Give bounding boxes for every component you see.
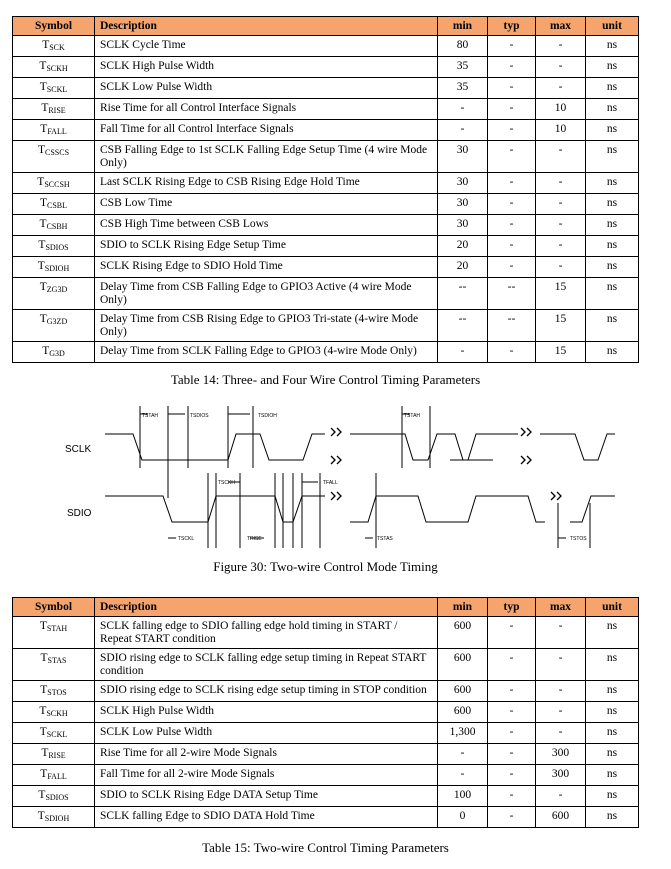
unit-cell: ns bbox=[586, 310, 639, 342]
table-row bbox=[13, 807, 639, 828]
description-cell: SDIO rising edge to SCLK falling edge setup timing in Repeat START condition bbox=[95, 649, 438, 681]
description-cell: SDIO to SCLK Rising Edge DATA Setup Time bbox=[95, 786, 438, 807]
max-cell: - bbox=[536, 723, 586, 744]
max-cell: 15 bbox=[536, 278, 586, 310]
description-cell: SCLK Cycle Time bbox=[95, 36, 438, 57]
col-min: min bbox=[438, 598, 488, 617]
max-cell: - bbox=[536, 236, 586, 257]
symbol-cell: $T_{SDIOH}$ bbox=[13, 257, 95, 278]
description-cell: SCLK High Pulse Width bbox=[95, 57, 438, 78]
table-15 bbox=[12, 597, 639, 828]
unit-cell: ns bbox=[586, 99, 639, 120]
min-cell: 30 bbox=[438, 173, 488, 194]
description-cell: SCLK falling edge to SDIO falling edge hold timing in START / Repeat START condition bbox=[95, 617, 438, 649]
table-14 bbox=[12, 16, 639, 363]
unit-cell: ns bbox=[586, 236, 639, 257]
typ-cell: - bbox=[488, 194, 536, 215]
table-row bbox=[13, 310, 639, 342]
table-row bbox=[13, 78, 639, 99]
unit-cell: ns bbox=[586, 723, 639, 744]
description-cell: SDIO to SCLK Rising Edge Setup Time bbox=[95, 236, 438, 257]
table-row bbox=[13, 194, 639, 215]
description-cell: Fall Time for all 2-wire Mode Signals bbox=[95, 765, 438, 786]
symbol-cell: $T_{STOS}$ bbox=[13, 681, 95, 702]
table-row bbox=[13, 278, 639, 310]
max-cell: - bbox=[536, 649, 586, 681]
unit-cell: ns bbox=[586, 278, 639, 310]
symbol-cell: $T_{FALL}$ bbox=[13, 120, 95, 141]
table-row bbox=[13, 141, 639, 173]
col-description: Description bbox=[95, 17, 438, 36]
symbol-cell: $T_{G3ZD}$ bbox=[13, 310, 95, 342]
min-cell: 20 bbox=[438, 257, 488, 278]
unit-cell: ns bbox=[586, 36, 639, 57]
max-cell: - bbox=[536, 78, 586, 99]
typ-cell: - bbox=[488, 236, 536, 257]
typ-cell: - bbox=[488, 723, 536, 744]
typ-cell: - bbox=[488, 617, 536, 649]
min-cell: 20 bbox=[438, 236, 488, 257]
table-row bbox=[13, 681, 639, 702]
tstas-label: TSTAS bbox=[377, 536, 393, 542]
table-row bbox=[13, 649, 639, 681]
min-cell: 100 bbox=[438, 786, 488, 807]
col-max: max bbox=[536, 598, 586, 617]
symbol-cell: $T_{CSBH}$ bbox=[13, 215, 95, 236]
unit-cell: ns bbox=[586, 765, 639, 786]
tstah-label: TSTAH bbox=[142, 413, 159, 419]
typ-cell: - bbox=[488, 765, 536, 786]
unit-cell: ns bbox=[586, 257, 639, 278]
typ-cell: -- bbox=[488, 310, 536, 342]
unit-cell: ns bbox=[586, 681, 639, 702]
typ-cell: - bbox=[488, 36, 536, 57]
table-row bbox=[13, 765, 639, 786]
unit-cell: ns bbox=[586, 702, 639, 723]
min-cell: - bbox=[438, 765, 488, 786]
max-cell: 300 bbox=[536, 744, 586, 765]
symbol-cell: $T_{CSSCS}$ bbox=[13, 141, 95, 173]
max-cell: - bbox=[536, 194, 586, 215]
max-cell: 600 bbox=[536, 807, 586, 828]
table-row bbox=[13, 617, 639, 649]
max-cell: - bbox=[536, 257, 586, 278]
min-cell: - bbox=[438, 99, 488, 120]
max-cell: - bbox=[536, 36, 586, 57]
sdio-waveform bbox=[105, 496, 325, 522]
tsckl-label: TSCKL bbox=[178, 536, 195, 542]
min-cell: -- bbox=[438, 310, 488, 342]
symbol-cell: $T_{FALL}$ bbox=[13, 765, 95, 786]
symbol-cell: $T_{SDIOS}$ bbox=[13, 786, 95, 807]
min-cell: - bbox=[438, 744, 488, 765]
symbol-cell: $T_{RISE}$ bbox=[13, 744, 95, 765]
table-row bbox=[13, 236, 639, 257]
typ-cell: - bbox=[488, 173, 536, 194]
symbol-cell: $T_{SCKH}$ bbox=[13, 702, 95, 723]
typ-cell: - bbox=[488, 78, 536, 99]
min-cell: 600 bbox=[438, 702, 488, 723]
symbol-cell: $T_{G3D}$ bbox=[13, 342, 95, 363]
typ-cell: - bbox=[488, 702, 536, 723]
typ-cell: - bbox=[488, 120, 536, 141]
typ-cell: - bbox=[488, 215, 536, 236]
typ-cell: - bbox=[488, 57, 536, 78]
max-cell: 10 bbox=[536, 120, 586, 141]
trise-label: TRISE bbox=[247, 536, 262, 542]
symbol-cell: $T_{STAH}$ bbox=[13, 617, 95, 649]
sclk-label: SCLK bbox=[65, 444, 92, 455]
timing-diagram bbox=[50, 398, 620, 548]
description-cell: Delay Time from CSB Falling Edge to GPIO3 Active (4 wire Mode Only) bbox=[95, 278, 438, 310]
typ-cell: -- bbox=[488, 278, 536, 310]
table-15-caption: Table 15: Two-wire Control Timing Parameters bbox=[202, 840, 449, 855]
typ-cell: - bbox=[488, 99, 536, 120]
table-header bbox=[13, 598, 639, 617]
typ-cell: - bbox=[488, 744, 536, 765]
col-typ: typ bbox=[488, 17, 536, 36]
max-cell: 10 bbox=[536, 99, 586, 120]
min-cell: 80 bbox=[438, 36, 488, 57]
symbol-cell: $T_{SCCSH}$ bbox=[13, 173, 95, 194]
max-cell: 300 bbox=[536, 765, 586, 786]
table-row bbox=[13, 57, 639, 78]
tsckh-label: TSCKH bbox=[218, 480, 235, 486]
table-row bbox=[13, 342, 639, 363]
typ-cell: - bbox=[488, 786, 536, 807]
min-cell: 600 bbox=[438, 649, 488, 681]
col-unit: unit bbox=[586, 598, 639, 617]
max-cell: 15 bbox=[536, 342, 586, 363]
min-cell: - bbox=[438, 120, 488, 141]
col-unit: unit bbox=[586, 17, 639, 36]
min-cell: 0 bbox=[438, 807, 488, 828]
table-row bbox=[13, 120, 639, 141]
figure-30-caption: Figure 30: Two-wire Control Mode Timing bbox=[213, 559, 438, 574]
min-cell: 1,300 bbox=[438, 723, 488, 744]
col-description: Description bbox=[95, 598, 438, 617]
max-cell: - bbox=[536, 173, 586, 194]
sclk-waveform-3 bbox=[450, 434, 518, 460]
description-cell: Fall Time for all Control Interface Signals bbox=[95, 120, 438, 141]
min-cell: 30 bbox=[438, 141, 488, 173]
description-cell: Delay Time from CSB Rising Edge to GPIO3 Tri-state (4-wire Mode Only) bbox=[95, 310, 438, 342]
description-cell: Rise Time for all Control Interface Signals bbox=[95, 99, 438, 120]
min-cell: -- bbox=[438, 278, 488, 310]
unit-cell: ns bbox=[586, 649, 639, 681]
table-row bbox=[13, 36, 639, 57]
symbol-cell: $T_{CSBL}$ bbox=[13, 194, 95, 215]
max-cell: 15 bbox=[536, 310, 586, 342]
tsdios-label: TSDIOS bbox=[190, 413, 209, 419]
unit-cell: ns bbox=[586, 78, 639, 99]
symbol-cell: $T_{SDIOH}$ bbox=[13, 807, 95, 828]
col-max: max bbox=[536, 17, 586, 36]
typ-cell: - bbox=[488, 681, 536, 702]
typ-cell: - bbox=[488, 649, 536, 681]
max-cell: - bbox=[536, 617, 586, 649]
break-symbol bbox=[331, 428, 341, 436]
unit-cell: ns bbox=[586, 141, 639, 173]
symbol-cell: $T_{SCKL}$ bbox=[13, 723, 95, 744]
unit-cell: ns bbox=[586, 744, 639, 765]
table-14-caption: Table 14: Three- and Four Wire Control Timing Parameters bbox=[170, 372, 481, 387]
col-symbol: Symbol bbox=[13, 598, 95, 617]
description-cell: Rise Time for all 2-wire Mode Signals bbox=[95, 744, 438, 765]
max-cell: - bbox=[536, 215, 586, 236]
description-cell: Delay Time from SCLK Falling Edge to GPIO3 (4-wire Mode Only) bbox=[95, 342, 438, 363]
col-min: min bbox=[438, 17, 488, 36]
description-cell: SCLK Rising Edge to SDIO Hold Time bbox=[95, 257, 438, 278]
symbol-cell: $T_{ZG3D}$ bbox=[13, 278, 95, 310]
min-cell: 600 bbox=[438, 681, 488, 702]
symbol-cell: $T_{SCKH}$ bbox=[13, 57, 95, 78]
min-cell: 35 bbox=[438, 57, 488, 78]
tfall-label: TFALL bbox=[323, 480, 338, 486]
unit-cell: ns bbox=[586, 57, 639, 78]
tstos-label: TSTOS bbox=[570, 536, 587, 542]
description-cell: SCLK falling Edge to SDIO DATA Hold Time bbox=[95, 807, 438, 828]
unit-cell: ns bbox=[586, 173, 639, 194]
tsdioh-label: TSDIOH bbox=[258, 413, 277, 419]
typ-cell: - bbox=[488, 141, 536, 173]
min-cell: 600 bbox=[438, 617, 488, 649]
unit-cell: ns bbox=[586, 342, 639, 363]
table-row bbox=[13, 173, 639, 194]
table-header bbox=[13, 17, 639, 36]
sclk-waveform bbox=[105, 434, 325, 460]
sdio-label: SDIO bbox=[67, 508, 92, 519]
min-cell: 30 bbox=[438, 194, 488, 215]
table-row bbox=[13, 786, 639, 807]
typ-cell: - bbox=[488, 257, 536, 278]
description-cell: SDIO rising edge to SCLK rising edge setup timing in STOP condition bbox=[95, 681, 438, 702]
col-typ: typ bbox=[488, 598, 536, 617]
symbol-cell: $T_{RISE}$ bbox=[13, 99, 95, 120]
min-cell: 30 bbox=[438, 215, 488, 236]
max-cell: - bbox=[536, 786, 586, 807]
min-cell: - bbox=[438, 342, 488, 363]
unit-cell: ns bbox=[586, 120, 639, 141]
table-row bbox=[13, 99, 639, 120]
description-cell: CSB Falling Edge to 1st SCLK Falling Edge Setup Time (4 wire Mode Only) bbox=[95, 141, 438, 173]
max-cell: - bbox=[536, 681, 586, 702]
col-symbol: Symbol bbox=[13, 17, 95, 36]
max-cell: - bbox=[536, 702, 586, 723]
description-cell: SCLK High Pulse Width bbox=[95, 702, 438, 723]
typ-cell: - bbox=[488, 807, 536, 828]
max-cell: - bbox=[536, 141, 586, 173]
table-row bbox=[13, 723, 639, 744]
description-cell: Last SCLK Rising Edge to CSB Rising Edge Hold Time bbox=[95, 173, 438, 194]
symbol-cell: $T_{SDIOS}$ bbox=[13, 236, 95, 257]
symbol-cell: $T_{SCKL}$ bbox=[13, 78, 95, 99]
description-cell: SCLK Low Pulse Width bbox=[95, 78, 438, 99]
unit-cell: ns bbox=[586, 617, 639, 649]
description-cell: SCLK Low Pulse Width bbox=[95, 723, 438, 744]
description-cell: CSB High Time between CSB Lows bbox=[95, 215, 438, 236]
unit-cell: ns bbox=[586, 786, 639, 807]
description-cell: CSB Low Time bbox=[95, 194, 438, 215]
table-row bbox=[13, 744, 639, 765]
unit-cell: ns bbox=[586, 194, 639, 215]
min-cell: 35 bbox=[438, 78, 488, 99]
table-row bbox=[13, 215, 639, 236]
tstah2-label: TSTAH bbox=[404, 413, 421, 419]
symbol-cell: $T_{STAS}$ bbox=[13, 649, 95, 681]
table-row bbox=[13, 257, 639, 278]
unit-cell: ns bbox=[586, 215, 639, 236]
unit-cell: ns bbox=[586, 807, 639, 828]
typ-cell: - bbox=[488, 342, 536, 363]
max-cell: - bbox=[536, 57, 586, 78]
symbol-cell: $T_{SCK}$ bbox=[13, 36, 95, 57]
table-row bbox=[13, 702, 639, 723]
